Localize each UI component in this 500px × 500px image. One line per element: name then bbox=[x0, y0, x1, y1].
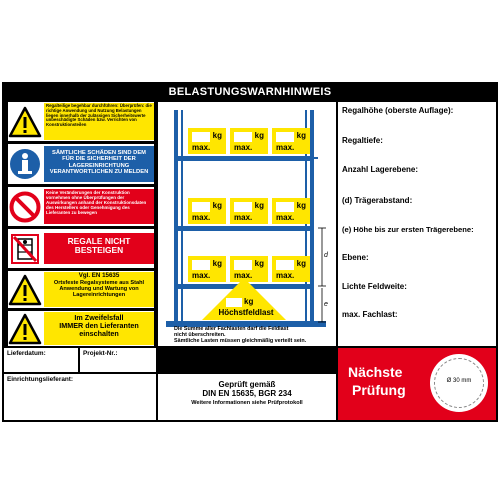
shelf-diagram-panel bbox=[158, 102, 336, 346]
specs-panel bbox=[338, 102, 496, 346]
warning-text-4: REGALE NICHT BESTEIGEN bbox=[44, 233, 154, 264]
load-box-3-1: kg max. bbox=[188, 256, 226, 282]
spec-label-lagerebene: Anzahl Lagerebene: bbox=[342, 165, 419, 174]
load-box-2-2: kg max. bbox=[230, 198, 268, 224]
warning-sign bbox=[2, 82, 498, 422]
beam-2 bbox=[174, 226, 314, 231]
projekt-field bbox=[80, 348, 156, 372]
gepr-line-2: DIN EN 15635, BGR 234 bbox=[202, 389, 292, 398]
spec-label-regalhoehe: Regalhöhe (oberste Auflage): bbox=[342, 106, 454, 115]
note-line-2: nicht überschreiten. bbox=[174, 332, 226, 339]
warning-triangle-icon bbox=[8, 273, 42, 307]
warning-text-5 bbox=[44, 272, 154, 307]
dim-d: d bbox=[324, 252, 328, 259]
upright-right bbox=[310, 110, 314, 324]
floor-load-label: Höchstfeldlast bbox=[218, 308, 274, 317]
sign-title: BELASTUNGSWARNHINWEIS bbox=[168, 86, 332, 98]
warning-5-line-2: Ortsfeste Regalsysteme aus Stahl bbox=[53, 279, 145, 286]
warning-text-6 bbox=[44, 312, 154, 345]
load-box-3-3: kg max. bbox=[272, 256, 310, 282]
warning-triangle-icon bbox=[8, 105, 42, 139]
load-box-1-1: kg max. bbox=[188, 128, 226, 154]
load-box-1-3: kg max. bbox=[272, 128, 310, 154]
warning-text-1: Regalteilige begehbar durchführen: Überprüfen: die richtige Anwendung und Nutzung Belastungen liegen innerhalb der zulässigen Sicherheitswerte unbeschädigte Schäden bzw. Verrichten von Konstruktionsteilen bbox=[44, 103, 154, 140]
warnings-panel bbox=[4, 102, 156, 346]
warning-6-line-1: Im Zweifelsfall bbox=[74, 313, 124, 322]
next-inspection-panel bbox=[338, 348, 496, 420]
einrichtung-field bbox=[4, 374, 156, 420]
load-box-3-2: kg max. bbox=[230, 256, 268, 282]
warning-row-6 bbox=[8, 311, 154, 346]
floor-load-kg: kg bbox=[244, 297, 254, 306]
load-box-2-1: kg max. bbox=[188, 198, 226, 224]
warning-6-line-2: IMMER den Lieferanten bbox=[59, 321, 139, 331]
note-line-1: Die Summe aller Fachlasten darf die Feldlast bbox=[174, 326, 289, 332]
spec-label-feldweite: Lichte Feldweite: bbox=[342, 282, 407, 291]
warning-row-5 bbox=[8, 271, 154, 308]
lieferdatum-label: Lieferdatum: bbox=[7, 350, 46, 357]
note-line-3: Sämtliche Lasten müssen gleichmäßig verteilt sein. bbox=[174, 338, 307, 345]
warning-text-3: Keine Veränderungen der Konstruktion vornehmen ohne Überprüfungen der Auswirkungen anhand der Konstruktionsdaten des Herstellers oder Genehmigung des Lieferanten zu bewegen bbox=[44, 189, 154, 224]
warning-5-line-4: Lagereinrichtungen bbox=[72, 292, 126, 299]
floor-load-field bbox=[226, 298, 242, 307]
shelf-note bbox=[174, 326, 334, 345]
warning-row-3 bbox=[8, 187, 154, 226]
warning-row-1 bbox=[8, 102, 154, 141]
warning-5-line-3: Anwendung und Wartung von bbox=[59, 286, 139, 293]
lieferdatum-field bbox=[4, 348, 78, 372]
info-person-icon bbox=[8, 147, 42, 181]
warning-5-line-1: Vgl. EN 15635 bbox=[78, 272, 120, 279]
beam-1 bbox=[174, 156, 314, 161]
inspection-sticker-circle bbox=[430, 354, 488, 412]
spec-label-regaltiefe: Regaltiefe: bbox=[342, 136, 383, 145]
gepr-line-1: Geprüft gemäß bbox=[218, 380, 276, 389]
spec-label-ebene: Ebene: bbox=[342, 253, 369, 262]
no-climbing-icon bbox=[8, 232, 42, 266]
einrichtung-label: Einrichtungslieferant: bbox=[7, 376, 74, 383]
dim-e: e bbox=[324, 301, 328, 308]
warning-row-4 bbox=[8, 229, 154, 268]
gepr-line-3: Weitere Informationen siehe Prüfprotokoll bbox=[191, 400, 303, 406]
load-box-2-3: kg max. bbox=[272, 198, 310, 224]
load-box-1-2: kg max. bbox=[230, 128, 268, 154]
gepr-panel bbox=[158, 374, 336, 420]
spec-label-hoehe-erste-ebene: (e) Höhe bis zur ersten Trägerebene: bbox=[342, 225, 474, 234]
spec-label-fachlast: max. Fachlast: bbox=[342, 310, 398, 319]
spec-label-traegerabstand: (d) Trägerabstand: bbox=[342, 196, 413, 205]
next-line-1: Nächste bbox=[348, 364, 403, 380]
next-line-2: Prüfung bbox=[352, 382, 406, 398]
prohibition-icon bbox=[8, 190, 42, 224]
upright-left bbox=[174, 110, 178, 324]
warning-6-line-3: einschalten bbox=[79, 329, 119, 339]
warning-text-2: SÄMTLICHE SCHÄDEN SIND DEM FÜR DIE SICHERHEIT DER LAGEREINRICHTUNG VERANTWORTLICHEN ZU MELDEN bbox=[44, 146, 154, 182]
warning-triangle-icon bbox=[8, 312, 42, 346]
warning-row-2 bbox=[8, 144, 154, 184]
circle-label: Ø 30 mm bbox=[446, 378, 472, 384]
projekt-label: Projekt-Nr.: bbox=[83, 350, 118, 357]
